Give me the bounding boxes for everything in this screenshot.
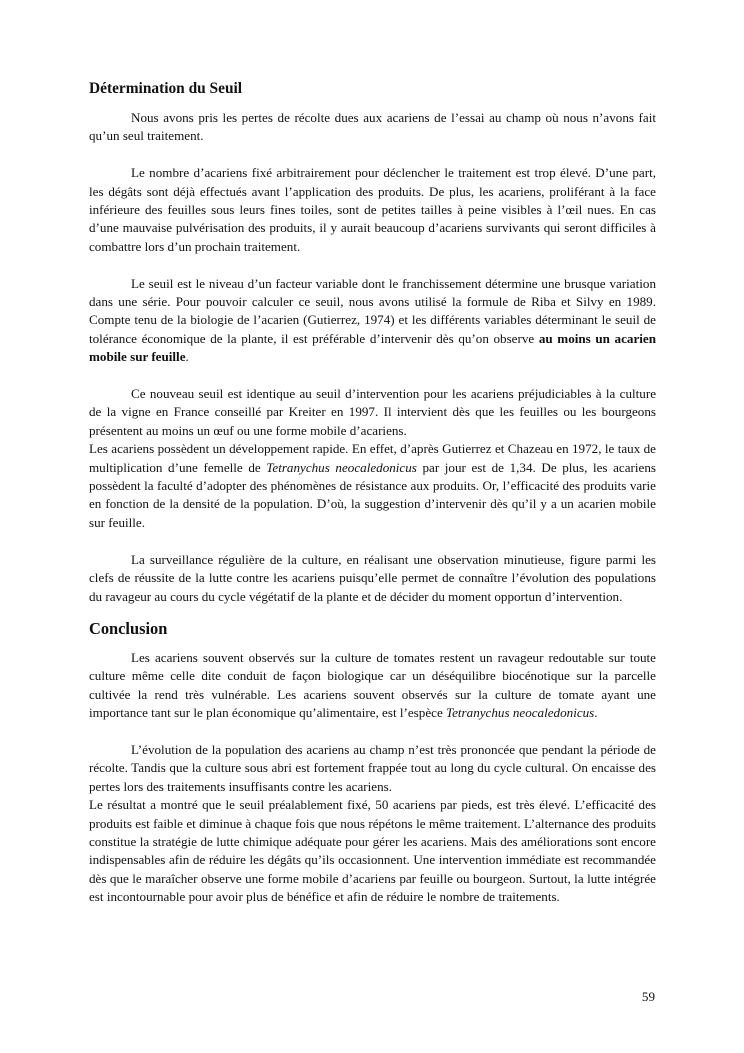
paragraph-seuil-2: Le nombre d’acariens fixé arbitrairement pour déclencher le traitement est trop élevé. D’une part, les dégâts sont déjà effectués avant l’application des produits. De plus, les acariens, proliférant à la face inférieure des feuilles sous leurs fines toiles, sont de petites tailles à peine visibles à l’œil nues. En cas d’une mauvaise pulvérisation des produits, il y aurait beaucoup d’acariens survivants qui seront difficiles à combattre lors d’un prochain traitement. bbox=[89, 165, 656, 254]
section-title-conclusion: Conclusion bbox=[89, 618, 168, 638]
paragraph-seuil-3 bbox=[89, 275, 656, 367]
paragraph-seuil-4b bbox=[89, 440, 656, 532]
paragraph-conclusion-1 bbox=[89, 649, 656, 723]
document-page bbox=[89, 78, 656, 907]
paragraph-seuil-3-bold: au moins un acarien mobile sur feuille bbox=[89, 330, 657, 365]
paragraph-conclusion-1-end: . bbox=[594, 705, 598, 721]
species-name-italic-conclusion: Tetranychus neocaledonicus bbox=[446, 705, 595, 721]
paragraph-conclusion-2b: Le résultat a montré que le seuil préalablement fixé, 50 acariens par pieds, est très élevé. L’efficacité des produits est faible et diminue à chaque fois que nous répétons le même traitement. L’alternance des produits constitue la stratégie de lutte chimique adéquate pour gérer les acariens. Mais des améliorations sont encore indispensables afin de réduire les dégâts qu’ils occasionnent. Une intervention immédiate est recommandée dès que le maraîcher observe une forme mobile d’acariens par feuille ou bourgeon. Surtout, la lutte intégrée est incontournable pour avoir plus de bénéfice et afin de réduire le nombre de traitements. bbox=[89, 797, 656, 905]
paragraph-seuil-4b-start: Les acariens possèdent un développement rapide. En effet, d’après Gutierrez et Chazeau en 1972, le taux de multiplication d’une femelle de bbox=[89, 441, 656, 475]
paragraph-seuil-1: Nous avons pris les pertes de récolte dues aux acariens de l’essai au champ où nous n’avons fait qu’un seul traitement. bbox=[89, 110, 656, 144]
paragraph-conclusion-2a: L’évolution de la population des acariens au champ n’est très prononcée que pendant la période de récolte. Tandis que la culture sous abri est fortement frappée tout au long du cycle cultural. On encaisse des pertes lors des traitements insuffisants contre les acariens. bbox=[89, 741, 656, 794]
paragraph-seuil-5: La surveillance régulière de la culture, en réalisant une observation minutieuse, figure parmi les clefs de réussite de la lutte contre les acariens puisqu’elle permet de connaître l’évolution des populations du ravageur au cours du cycle végétatif de la plante et de décider du moment opportun d’intervention. bbox=[89, 551, 656, 604]
paragraph-seuil-4b-end: par jour est de 1,34. De plus, les acariens possèdent la faculté d’adopter des phénomènes de résistance aux produits. Or, l’efficacité des produits varie en fonction de la densité de la population. D’où, la suggestion d’intervenir dès qu’il y a un acarien mobile sur feuille. bbox=[89, 459, 656, 530]
section-title-seuil: Détermination du Seuil bbox=[89, 80, 243, 97]
paragraph-conclusion-1-start: Les acariens souvent observés sur la culture de tomates restent un ravageur redoutable sur toute culture même celle dite conduit de façon biologique car un déséquilibre biocénotique sur la parcelle cultivée la rend très vulnérable. Les acariens souvent observés sur la culture de tomate ayant une importance tant sur le plan économique qu’alimentaire, est l’espèce bbox=[89, 649, 656, 721]
paragraph-seuil-3-text: Le seuil est le niveau d’un facteur variable dont le franchissement détermine une brusque variation dans une série. Pour pouvoir calculer ce seuil, nous avons utilisé la formule de Riba et Silvy en 1989. Compte tenu de la biologie de l’acarien (Gutierrez, 1974) et les différents variables déterminant le seuil de tolérance économique de la plante, il est préférable d’intervenir dès qu’on observe bbox=[89, 275, 656, 346]
paragraph-seuil-3-end: . bbox=[185, 349, 189, 365]
species-name-italic: Tetranychus neocaledonicus bbox=[266, 459, 417, 475]
page-number: 59 bbox=[641, 989, 655, 1004]
paragraph-seuil-4a: Ce nouveau seuil est identique au seuil d’intervention pour les acariens préjudiciables à la culture de la vigne en France conseillé par Kreiter en 1997. Il intervient dès que les feuilles ou les bourgeons présentent au moins un œuf ou une forme mobile d’acariens. bbox=[89, 386, 656, 438]
